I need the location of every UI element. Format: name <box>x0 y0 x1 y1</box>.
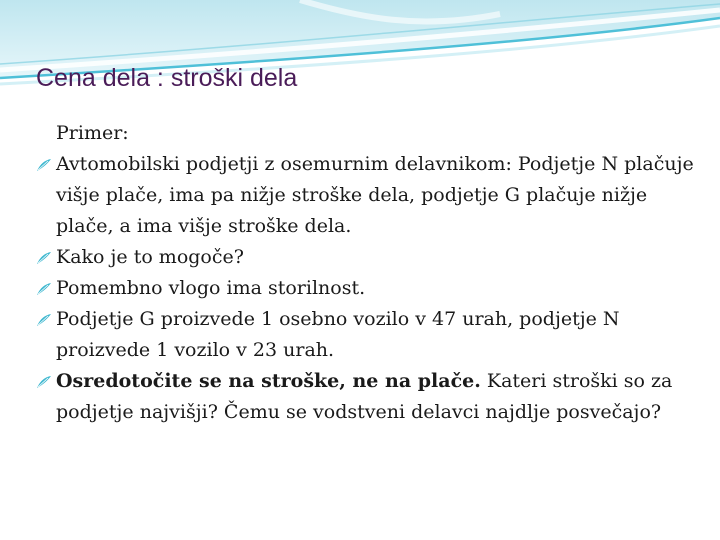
slide-content <box>36 118 696 428</box>
bullet-text: Kako je to mogoče? <box>56 246 244 268</box>
feather-bullet-icon <box>36 282 52 296</box>
bullet-bold-text: Osredotočite se na stroške, ne na plače. <box>56 370 481 392</box>
bullet-item <box>36 242 696 273</box>
bullet-item <box>36 149 696 242</box>
feather-bullet-icon <box>36 251 52 265</box>
bullet-item <box>36 304 696 366</box>
bullet-text: Kateri stroški so za podjetje najvišji? Čemu se vodstveni delavci najdlje posvečajo? <box>56 370 673 423</box>
bullet-item <box>36 366 696 428</box>
feather-bullet-icon <box>36 158 52 172</box>
slide-title: Cena dela : stroški dela <box>36 64 298 92</box>
bullet-text: Podjetje G proizvede 1 osebno vozilo v 47 urah, podjetje N proizvede 1 vozilo v 23 urah. <box>56 308 620 361</box>
feather-bullet-icon <box>36 313 52 327</box>
bullet-text: Pomembno vlogo ima storilnost. <box>56 277 366 299</box>
bullet-item <box>36 273 696 304</box>
intro-text: Primer: <box>56 122 129 144</box>
feather-bullet-icon <box>36 375 52 389</box>
bullet-text: Avtomobilski podjetji z osemurnim delavnikom: Podjetje N plačuje višje plače, ima pa nižje stroške dela, podjetje G plačuje nižje plače, a ima višje stroške dela. <box>56 153 694 237</box>
